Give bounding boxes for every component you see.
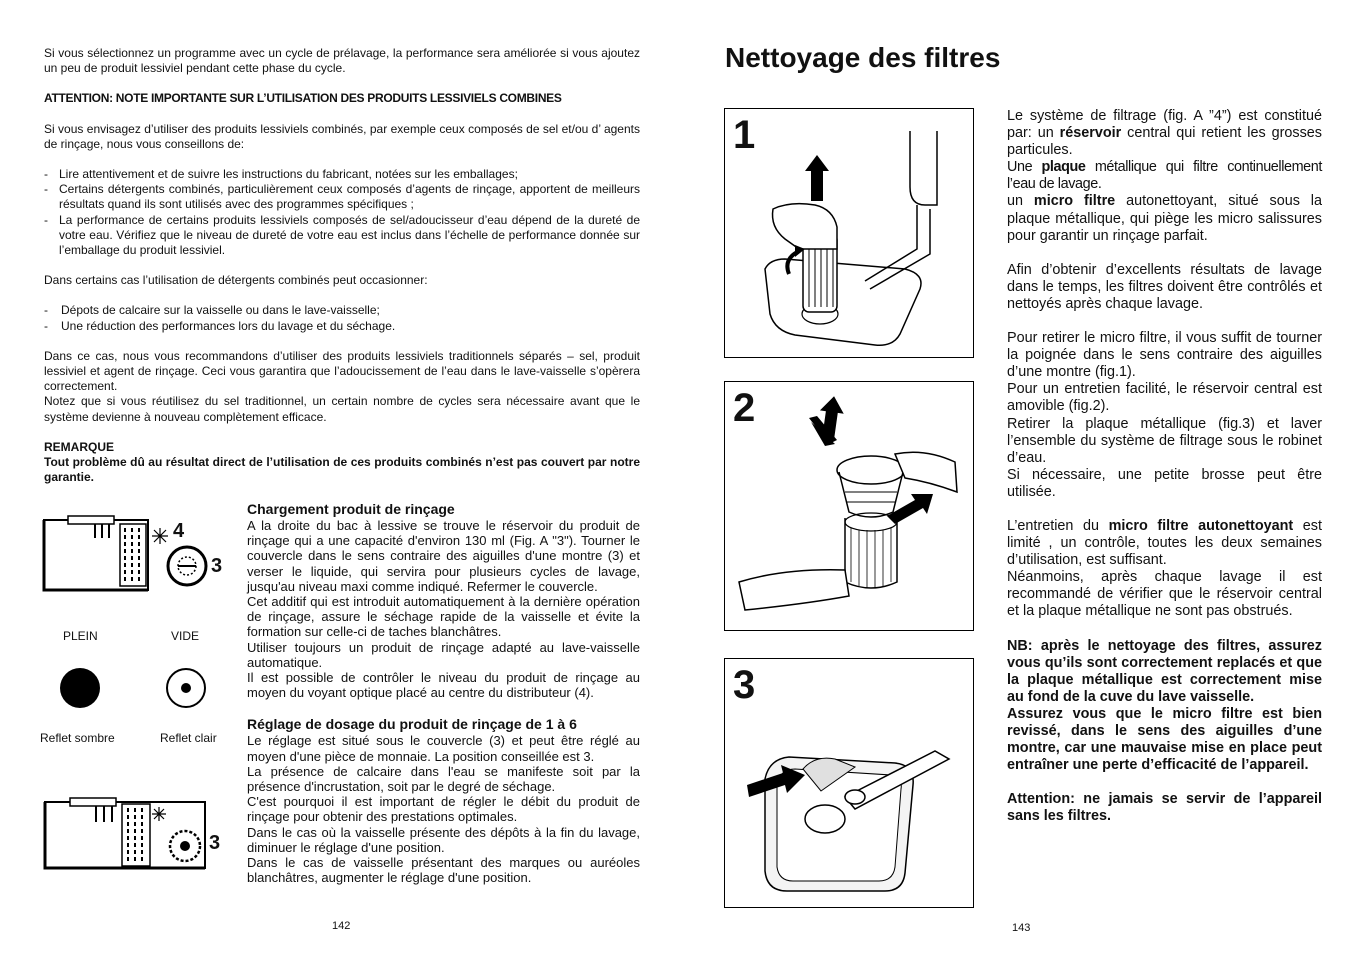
list-item: - Dépots de calcaire sur la vaisselle ou dans le lave-vaisselle; [44, 303, 640, 318]
dosage-paragraph: Dans le cas où la vaisselle présente des dépôts à la fin du lavage, diminuer le réglage d'une position. [247, 824, 640, 855]
micro-filter-removal-illustration [725, 109, 973, 357]
text-run: Le système de filtrage (fig. A ”4”) est constitué par: un [1007, 108, 1322, 142]
text-run: est limité , un contrôle, toutes les deux semaines d’utilisation, est suffisant. [1007, 517, 1322, 569]
text-run: central qui retient les grosses particules. [1007, 125, 1322, 159]
fig-label-3-bottom: 3 [209, 832, 221, 854]
dosage-paragraph: C'est pourquoi il est important de régler le débit du produit de rinçage pour obtenir des prestations optimales. [247, 794, 640, 825]
plate-paragraph [1007, 159, 1322, 193]
text-run-bold: réservoir [1059, 125, 1122, 142]
text-run-bold: micro filtre autonettoyant [1108, 517, 1294, 534]
text-run-bold: plaque [1041, 159, 1086, 176]
check-paragraph: Néanmoins, après chaque lavage il est recommandé de vérifier que le réservoir central et la plaque métallique ne sont pas obstrués. [1007, 569, 1322, 620]
filter-system-paragraph [1007, 108, 1322, 159]
maintenance-paragraph [1007, 518, 1322, 569]
issues-intro: Dans certains cas l’utilisation de détergents combinés peut occasionner: [44, 273, 428, 288]
figure-number: 2 [733, 386, 756, 430]
page-number-left: 142 [332, 920, 351, 932]
remove-filter-paragraph: Pour retirer le micro filtre, il vous suffit de tourner la poignée dans le sens contraire des aiguilles d’une montre (fig.1). [1007, 330, 1322, 381]
brush-paragraph: Si nécessaire, une petite brosse peut être utilisée. [1007, 466, 1322, 500]
figure-number: 1 [733, 113, 756, 157]
recommend-paragraph: Dans ce cas, nous vous recommandons d’utiliser des produits lessiviels traditionnels séparés – sel, produit lessiviel et agent de rinçage. Ceci vous garantira que l’adoucissement de l’eau dans le lave-vaisselle s’opèrera correctement. [44, 348, 640, 394]
micro-filter-paragraph [1007, 193, 1322, 244]
figure-3 [724, 658, 974, 908]
dosage-heading: Réglage de dosage du produit de rinçage de 1 à 6 [247, 716, 577, 733]
text-run: métallique qui filtre continuellement l’eau de lavage. [1007, 159, 1322, 193]
indicator-center-dot [181, 683, 191, 693]
text-run: un [1007, 193, 1034, 210]
remarque-text: Tout problème dû au résultat direct de l’utilisation de ces produits combinés n’est pas couvert par notre garantie. [44, 455, 640, 485]
nb-paragraph: NB: après le nettoyage des filtres, assurez vous qu’ils sont correctement replacés et que la plaque métallique est correctement mise au fond de la cuve du lave vaisselle. [1007, 637, 1322, 705]
right-text-column [1007, 108, 1322, 825]
warning-paragraph: Attention: ne jamais se servir de l’appareil sans les filtres. [1007, 791, 1322, 825]
text-run-bold: micro filtre [1033, 193, 1116, 210]
text-run: autonettoyant, situé sous la plaque métallique, qui piège les micro salissures pour garantir un rinçage parfait. [1007, 193, 1322, 244]
fig-label-4: 4 [173, 520, 185, 542]
nb-screw-paragraph: Assurez vous que le micro filtre est bien revissé, dans le sens des aiguilles d’une montre, car une mauvaise mise en place peut entraîner une perte d’efficacité de l’appareil. [1007, 705, 1322, 774]
dosage-paragraph: Le réglage est situé sous le couvercle (3) et peut être réglé au moyen d'une pièce de monnaie. La position conseillée est 3. [247, 733, 640, 764]
rinse-paragraph: A la droite du bac à lessive se trouve le réservoir du produit de rinçage qui a une capacité d'environ 130 ml (Fig. A "3"). Tourner le couvercle dans le sens contraire des aiguilles d'une montre (3) et verser le liquide, qui servira pour plusieurs cycles de lavage, jusqu'au niveau maxi comme indiqué. Refermer le couvercle. [247, 518, 640, 594]
vide-label: VIDE [171, 629, 200, 643]
dosage-paragraph: La présence de calcaire dans l'eau se manifeste soit par la présence d'incrustation, soit par le degré de séchage. [247, 763, 640, 795]
figure-number: 3 [733, 663, 756, 707]
text-run: L’entretien du [1007, 517, 1109, 534]
rinse-paragraph: Il est possible de contrôler le niveau du produit de rinçage au moyen du voyant optique placé au centre du distributeur (4). [247, 670, 640, 701]
dosage-paragraph: Dans le cas de vaisselle présentant des marques ou auréoles blanchâtres, augmenter le réglage d'une position. [247, 855, 640, 886]
rinse-heading: Chargement produit de rinçage [247, 501, 455, 517]
recommend-note: Notez que si vous réutilisez du sel traditionnel, un certain nombre de cycles sera nécessaire avant que le système devienne à nouveau complètement efficace. [44, 394, 640, 424]
rinse-text-column [247, 500, 640, 885]
results-paragraph: Afin d’obtenir d’excellents résultats de lavage dans le temps, les filtres doivent être contrôlés et nettoyés après chaque lavage. [1007, 261, 1322, 312]
page-title: Nettoyage des filtres [725, 42, 1001, 73]
prewash-intro: Si vous sélectionnez un programme avec un cycle de prélavage, la performance sera améliorée si vous ajoutez un peu de produit lessiviel pendant cette phase du cycle. [44, 46, 640, 76]
list-item: - Lire attentivement et de suivre les instructions du fabricant, notées sur les emballages; [44, 167, 640, 182]
issues-list [44, 303, 640, 333]
rinse-aid-figures [40, 500, 240, 920]
text-run: Une [1007, 159, 1042, 176]
page-number-right: 143 [1012, 922, 1031, 934]
attention-heading: ATTENTION: NOTE IMPORTANTE SUR L’UTILISATION DES PRODUITS LESSIVIELS COMBINES [44, 91, 562, 106]
combined-intro: Si vous envisagez d’utiliser des produits lessiviels combinés, par exemple ceux composés de sel et/ou d’ agents de rinçage, nous vous conseillons de: [44, 121, 640, 151]
figure-2 [724, 381, 974, 631]
remarque-heading: REMARQUE [44, 439, 115, 454]
list-item: - La performance de certains produits lessiviels composés de sel/adoucisseur d’eau dépend de la dureté de votre eau. Vérifiez que le niveau de dureté de votre eau est inclus dans l’échelle de performance donnée sur l’emballage du produit lessiviel. [44, 213, 640, 259]
list-item: - Certains détergents combinés, particulièrement ceux composés d’agents de rinçage, apportent de meilleurs résultats quand ils sont utilisés avec des programmes spécifiques ; [44, 182, 640, 212]
left-text-column [44, 46, 640, 485]
rinse-paragraph: Cet additif qui est introduit automatiquement à la dernière opération de rinçage, assure le séchage rapide de la vaisselle et évite la formation sur celle-ci de taches blanchâtres. [247, 594, 640, 640]
dispenser-diagram-top [40, 514, 240, 614]
fig-label-3-top: 3 [211, 555, 223, 577]
advice-list [44, 167, 640, 258]
reflet-clair-label: Reflet clair [160, 731, 217, 745]
full-indicator-dark [60, 668, 100, 708]
plein-label: PLEIN [63, 629, 98, 643]
metal-plate-removal-illustration [725, 659, 973, 907]
empty-indicator-light [166, 668, 206, 708]
reflet-sombre-label: Reflet sombre [40, 731, 115, 745]
reservoir-paragraph: Pour un entretien facilité, le réservoir central est amovible (fig.2). [1007, 381, 1322, 415]
wash-paragraph: Retirer la plaque métallique (fig.3) et laver l’ensemble du système de filtrage sous le robinet d’eau. [1007, 415, 1322, 466]
list-item: - Une réduction des performances lors du lavage et du séchage. [44, 319, 640, 334]
central-reservoir-removal-illustration [725, 382, 973, 630]
rinse-paragraph: Utiliser toujours un produit de rinçage adapté au lave-vaisselle automatique. [247, 639, 640, 670]
figure-1 [724, 108, 974, 358]
